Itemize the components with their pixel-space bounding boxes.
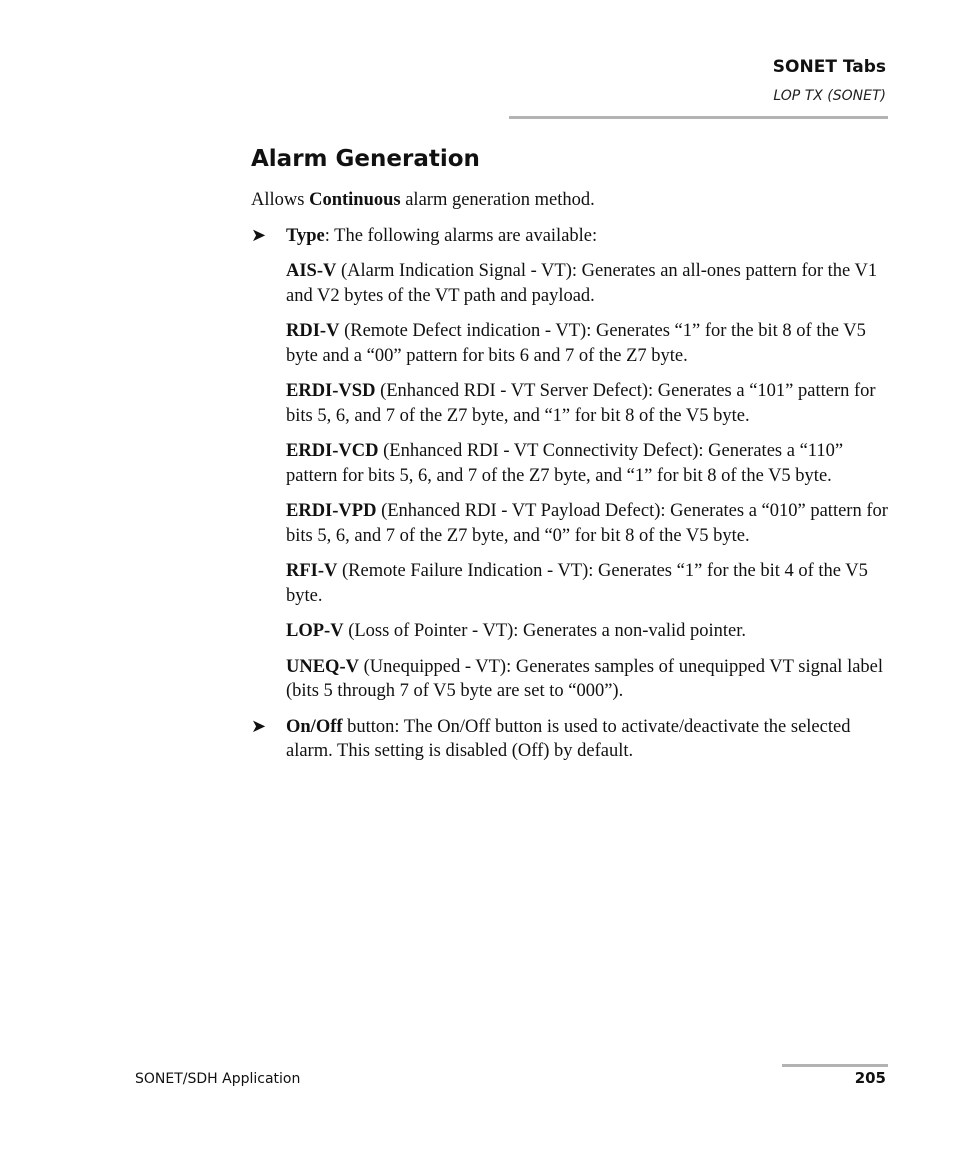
alarm-text: (Remote Defect indication - VT): Generates “1” for the bit 8 of the V5 byte and a “00” pattern for bits 6 and 7 of the Z7 byte. [286,321,866,366]
section-content [251,188,891,775]
alarm-erdi-vcd [251,439,891,488]
alarm-text: (Enhanced RDI - VT Server Defect): Generates a “101” pattern for bits 5, 6, and 7 of the Z7 byte, and “1” for bit 8 of the V5 byte. [286,381,876,426]
onoff-text: button: The On/Off button is used to activate/deactivate the selected alarm. This setting is disabled (Off) by default. [286,716,851,761]
page-number: 205 [854,1069,886,1087]
alarm-erdi-vpd [251,499,891,548]
alarm-term: RFI-V [286,561,338,581]
alarm-term: ERDI-VPD [286,501,377,521]
header-title: SONET Tabs [772,57,886,77]
intro-paragraph [251,188,891,213]
type-term: Type [286,225,325,246]
bullet-arrow-icon: ➤ [251,715,267,737]
footer-rule [782,1064,888,1067]
alarm-term: LOP-V [286,621,344,641]
type-bullet [251,224,891,249]
intro-pre: Allows [251,190,310,210]
alarm-term: ERDI-VCD [286,441,379,461]
section-title: Alarm Generation [251,146,480,172]
onoff-bullet [251,715,891,764]
alarm-text: (Enhanced RDI - VT Connectivity Defect): Generates a “110” pattern for bits 5, 6, and 7 of the Z7 byte, and “1” for bit 8 of the V5 byte. [286,441,844,486]
alarm-uneq-v [251,655,891,704]
alarm-text: (Loss of Pointer - VT): Generates a non-valid pointer. [343,621,747,641]
alarm-lop-v [251,619,891,644]
type-text: : The following alarms are available: [324,225,598,246]
alarm-term: UNEQ-V [286,656,359,677]
alarm-text: (Remote Failure Indication - VT): Generates “1” for the bit 4 of the V5 byte. [286,561,868,606]
header-subtitle: LOP TX (SONET) [773,88,886,104]
alarm-text: (Alarm Indication Signal - VT): Generates an all-ones pattern for the V1 and V2 bytes of the VT path and payload. [286,261,878,306]
alarm-text: (Unequipped - VT): Generates samples of unequipped VT signal label (bits 5 through 7 of V5 byte are set to “000”). [286,656,884,701]
alarm-text: (Enhanced RDI - VT Payload Defect): Generates a “010” pattern for bits 5, 6, and 7 of the Z7 byte, and “0” for bit 8 of the V5 byte. [286,501,888,546]
alarm-erdi-vsd [251,379,891,428]
intro-post: alarm generation method. [400,190,595,210]
intro-term: Continuous [309,190,401,210]
header-rule [509,116,888,119]
alarm-term: ERDI-VSD [286,381,376,401]
alarm-rfi-v [251,559,891,608]
alarm-term: AIS-V [286,261,337,281]
bullet-arrow-icon: ➤ [251,224,267,246]
alarm-rdi-v [251,319,891,368]
alarm-ais-v [251,259,891,308]
onoff-term: On/Off [286,716,343,737]
footer-document-title: SONET/SDH Application [135,1071,301,1087]
alarm-term: RDI-V [286,321,340,341]
